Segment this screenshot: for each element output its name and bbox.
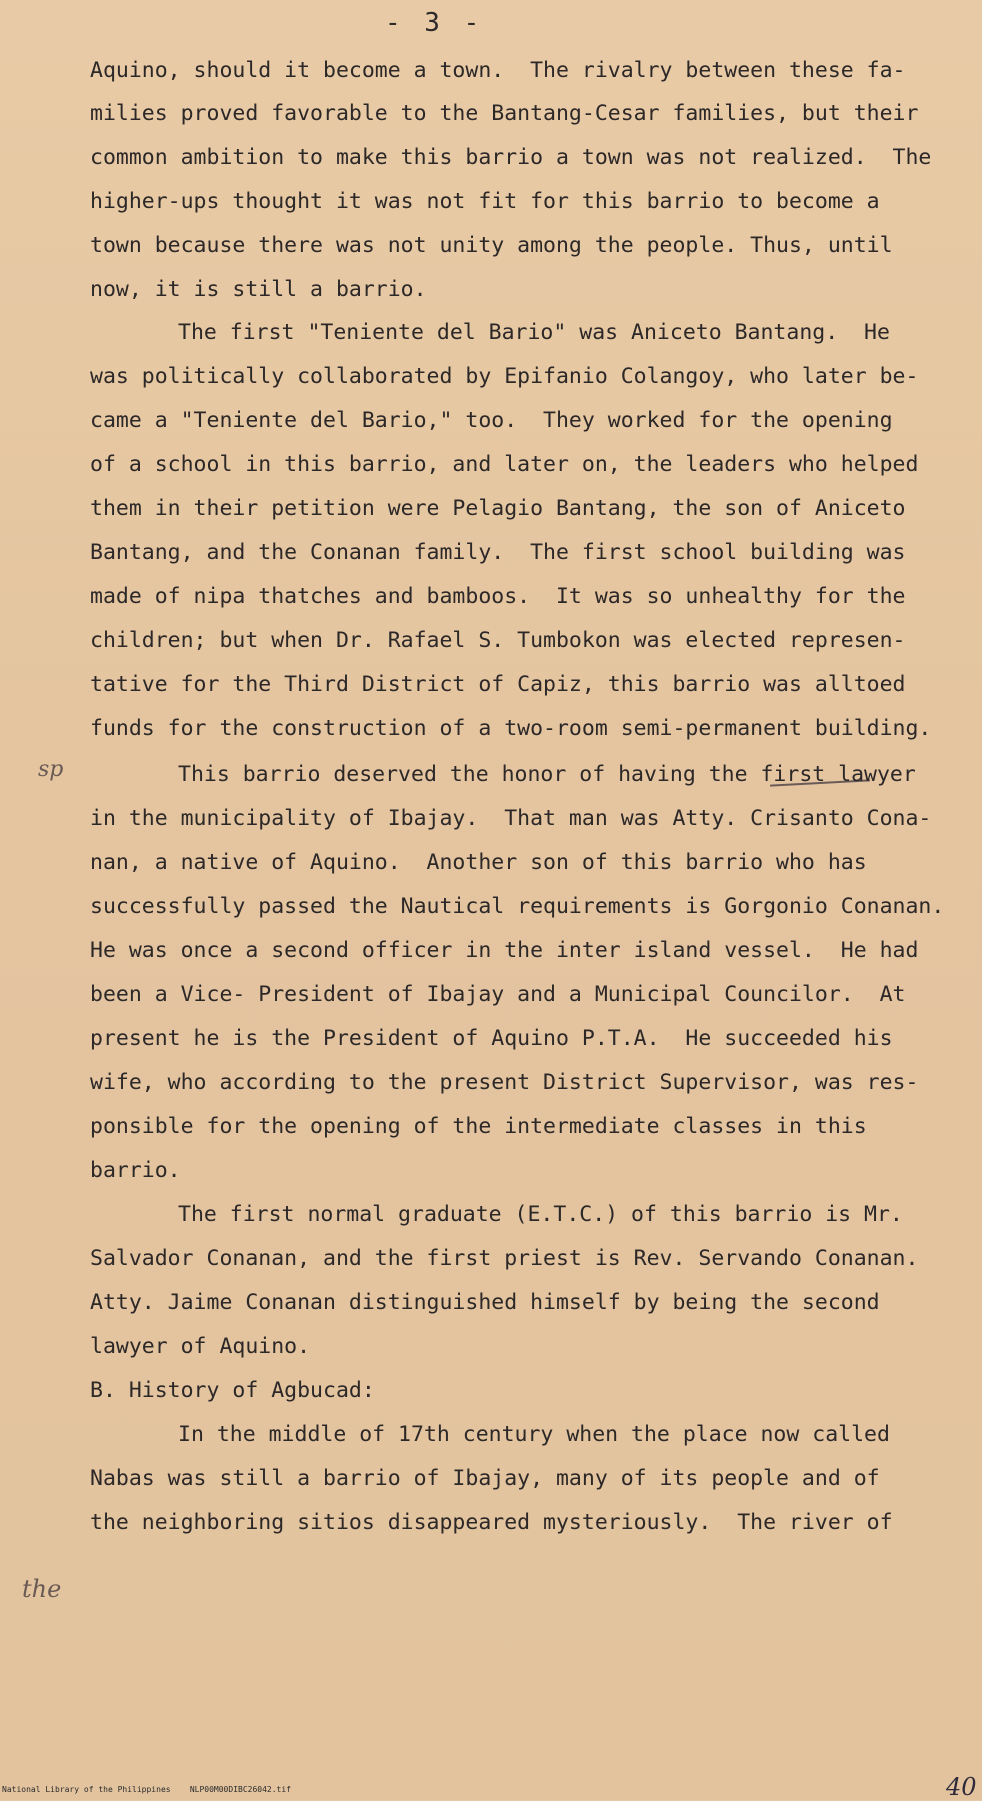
text-line: Salvador Conanan, and the first priest is Rev. Servando Conanan.: [90, 1246, 919, 1271]
margin-note-sp: sp: [38, 757, 64, 782]
text-line: children; but when Dr. Rafael S. Tumbokon was elected represen-: [90, 628, 906, 653]
text-line: common ambition to make this barrio a town was not realized. The: [90, 145, 932, 170]
footer-scan-label: National Library of the Philippines NLP00M00DIBC26042.tif: [2, 1785, 291, 1794]
margin-note-the: the: [22, 1575, 62, 1603]
text-line: Bantang, and the Conanan family. The first school building was: [90, 540, 906, 565]
section-heading: B. History of Agbucad:: [90, 1378, 375, 1403]
text-line: now, it is still a barrio.: [90, 277, 427, 302]
text-line: milies proved favorable to the Bantang-Cesar families, but their: [90, 101, 919, 126]
text-line: Nabas was still a barrio of Ibajay, many of its people and of: [90, 1466, 880, 1491]
text-line: higher-ups thought it was not fit for this barrio to become a: [90, 189, 880, 214]
text-line: Atty. Jaime Conanan distinguished himself by being the second: [90, 1290, 880, 1315]
text-line: was politically collaborated by Epifanio Colangoy, who later be-: [90, 364, 919, 389]
text-line: Aquino, should it become a town. The rivalry between these fa-: [90, 58, 906, 83]
text-line: nan, a native of Aquino. Another son of this barrio who has: [90, 850, 867, 875]
text-line: tative for the Third District of Capiz, this barrio was alltoed: [90, 672, 906, 697]
text-line: made of nipa thatches and bamboos. It was so unhealthy for the: [90, 584, 906, 609]
text-line: town because there was not unity among the people. Thus, until: [90, 233, 893, 258]
text-line: ponsible for the opening of the intermediate classes in this: [90, 1114, 867, 1139]
text-line: In the middle of 17th century when the place now called: [178, 1422, 890, 1447]
text-line: The first "Teniente del Bario" was Aniceto Bantang. He: [178, 320, 890, 345]
text-line: The first normal graduate (E.T.C.) of this barrio is Mr.: [178, 1202, 903, 1227]
footer-page-mark: 40: [946, 1773, 977, 1801]
text-line: barrio.: [90, 1158, 181, 1183]
text-line: wife, who according to the present District Supervisor, was res-: [90, 1070, 919, 1095]
text-line: present he is the President of Aquino P.T.A. He succeeded his: [90, 1026, 893, 1051]
text-line: came a "Teniente del Bario," too. They worked for the opening: [90, 408, 893, 433]
text-line: been a Vice- President of Ibajay and a Municipal Councilor. At: [90, 982, 906, 1007]
text-line: the neighboring sitios disappeared mysteriously. The river of: [90, 1510, 893, 1535]
text-line: funds for the construction of a two-room semi-permanent building.: [90, 716, 932, 741]
text-line: them in their petition were Pelagio Bantang, the son of Aniceto: [90, 496, 906, 521]
text-line: This barrio deserved the honor of having the first lawyer: [178, 762, 916, 787]
text-line: lawyer of Aquino.: [90, 1334, 311, 1359]
page-number: - 3 -: [385, 8, 484, 38]
text-line: in the municipality of Ibajay. That man was Atty. Crisanto Cona-: [90, 806, 932, 831]
text-line: successfully passed the Nautical requirements is Gorgonio Conanan.: [90, 894, 945, 919]
text-line: He was once a second officer in the inter island vessel. He had: [90, 938, 919, 963]
text-line: of a school in this barrio, and later on, the leaders who helped: [90, 452, 919, 477]
